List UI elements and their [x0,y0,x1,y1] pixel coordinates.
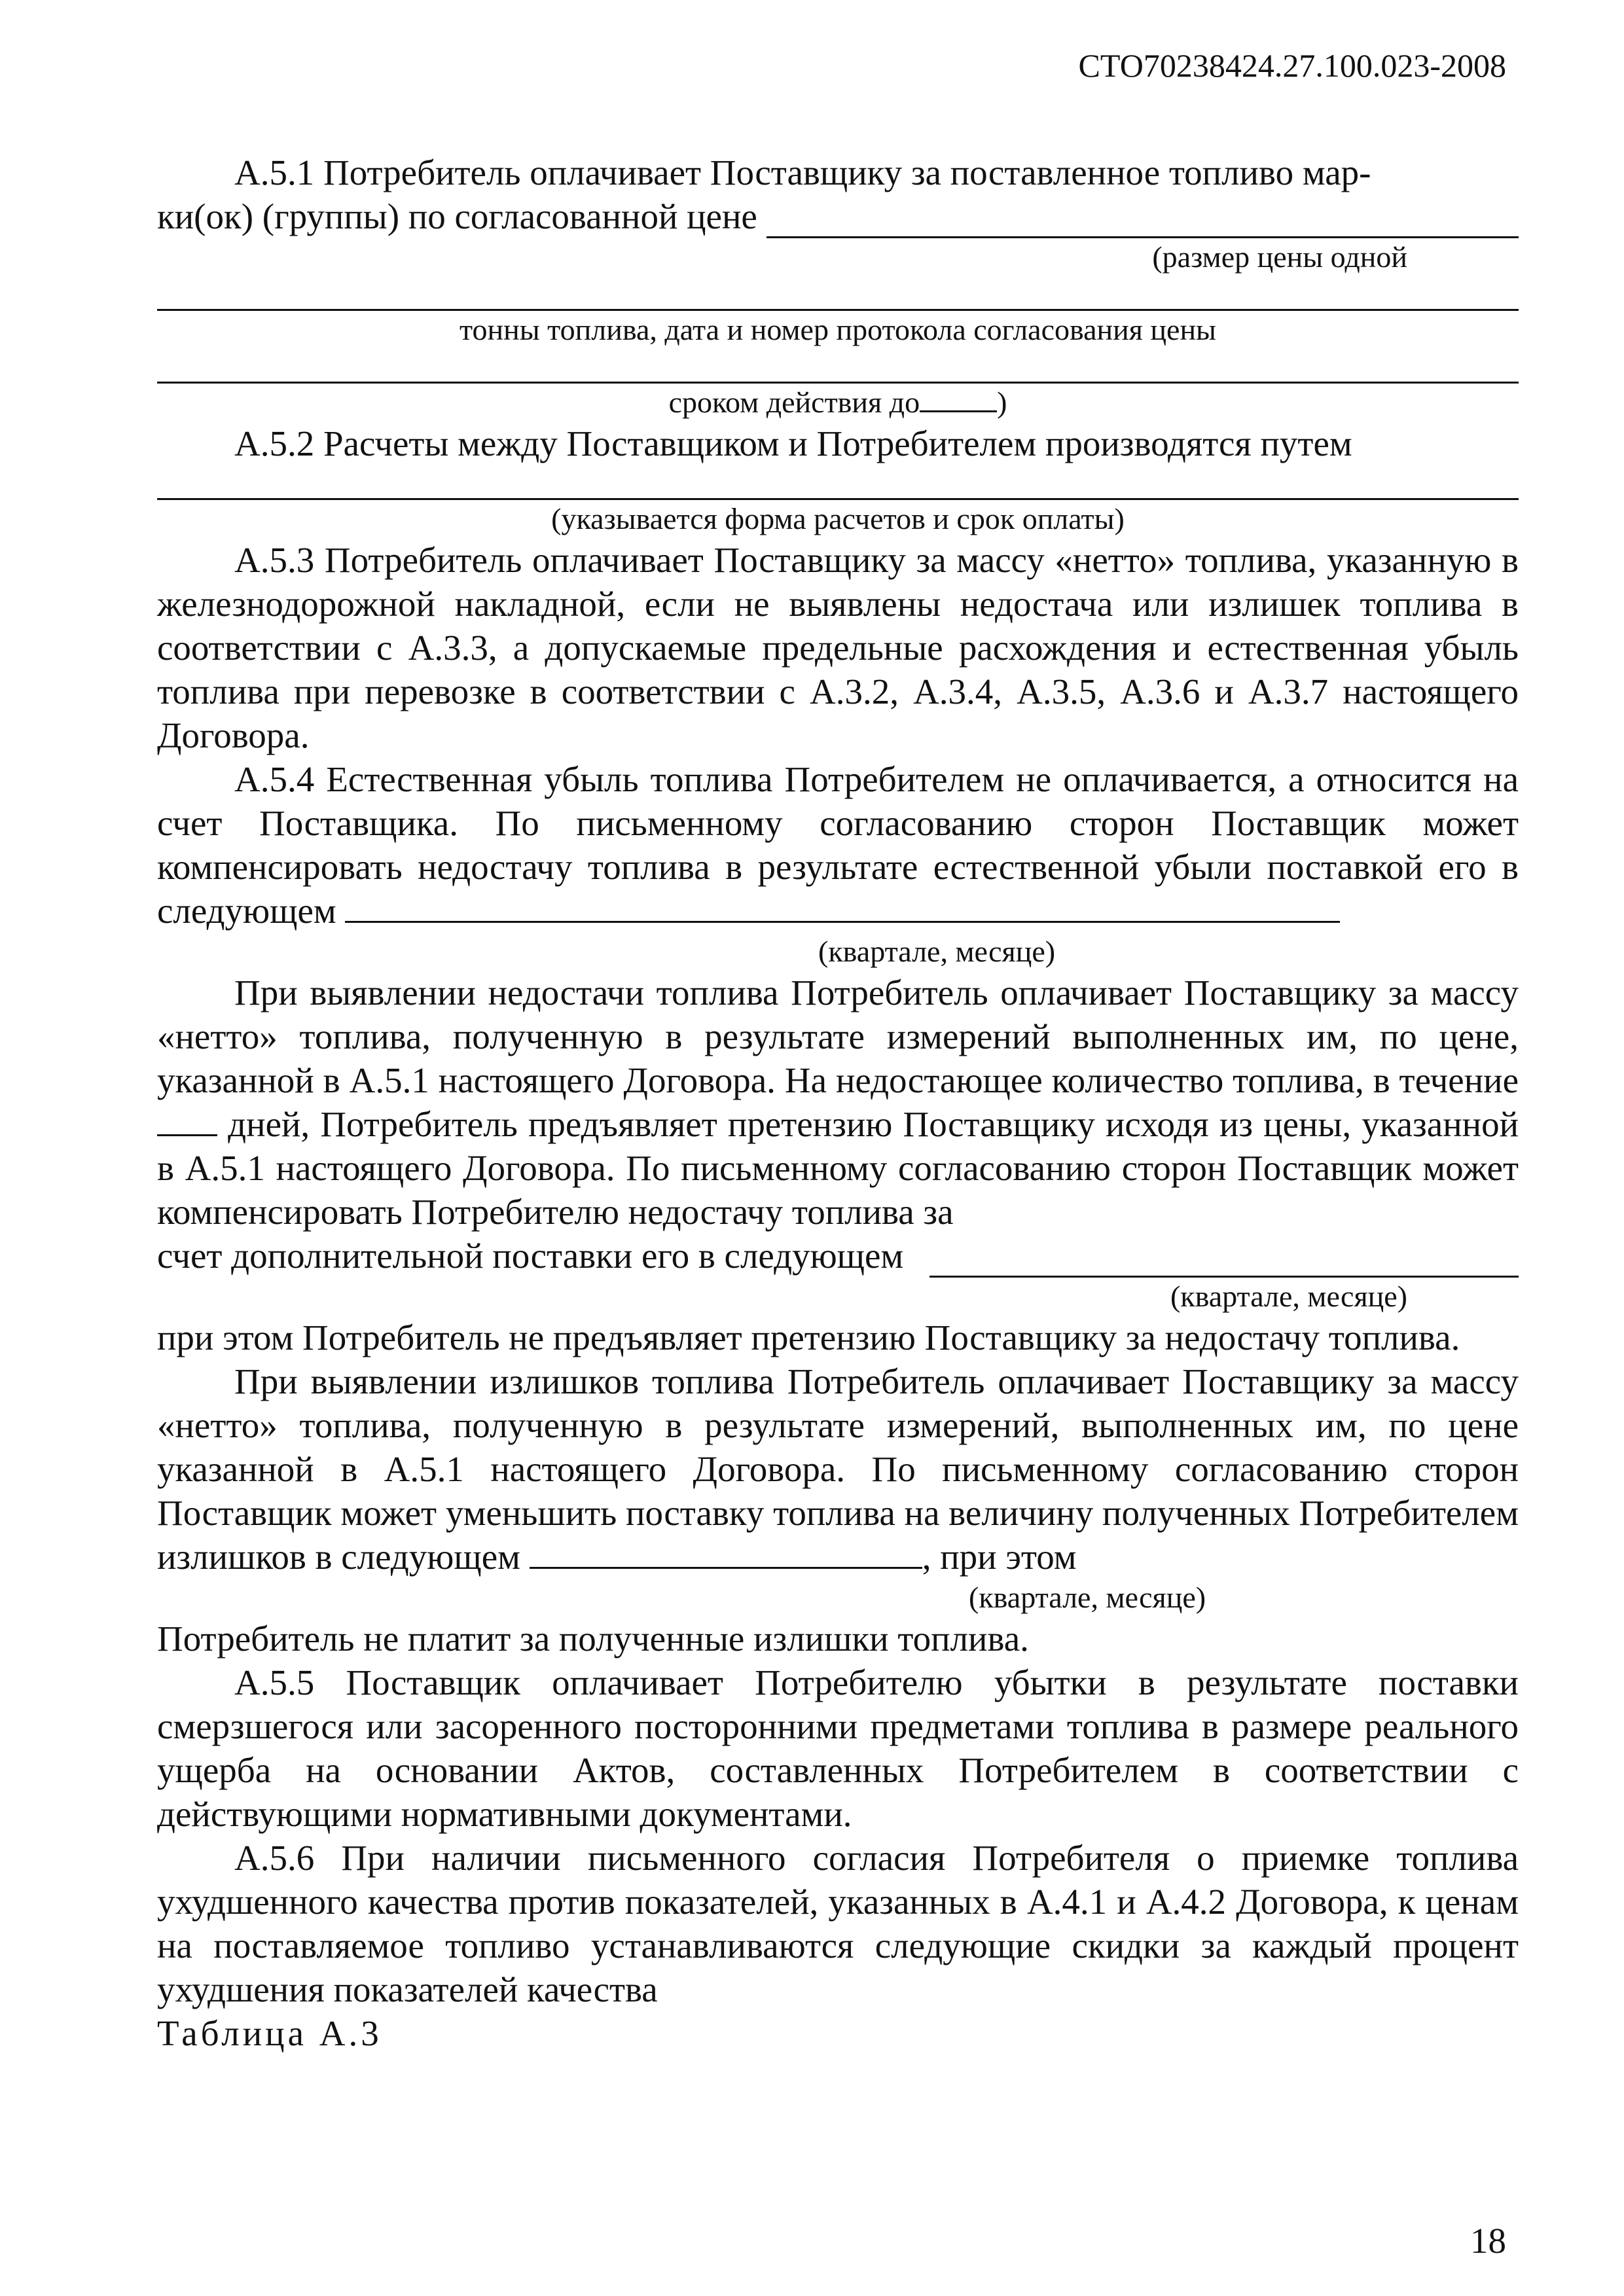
price-blank[interactable] [767,204,1519,238]
a51-caption1: (размер цены одной [1152,240,1407,274]
a56-paragraph: А.5.6 При наличии письменного согласия Потребителя о приемке топлива ухудшенного качества против показателей, указанных в А.4.1 и А.4.2 Договора, к ценам на поставляемое топливо устанавливаются следующие скидки за каждый процент ухудшения показателей качества [157,1838,1519,2009]
shortage-text-before: При выявлении недостачи топлива Потребитель оплачивает Поставщику за массу «нетто» топлива, полученную в результате измерений выполненных им, по цене, указанной в А.5.1 настоящего Договора. На недостающее количество топлива, в течение [157,973,1519,1100]
document-code: СТО70238424.27.100.023-2008 [1078,47,1506,84]
shortage-last-text: счет дополнительной поставки его в следующем [157,1236,904,1276]
shortage-text-after: дней, Потребитель предъявляет претензию Поставщику исходя из цены, указанной в А.5.1 настоящего Договора. По письменному согласованию сторон Поставщик может компенсировать Потребителю недостачу топлива за [157,1104,1519,1232]
surplus-paragraph [157,1359,1519,1579]
shortage-period-blank[interactable] [929,1243,1519,1278]
a51-line1 [157,151,1519,194]
payment-form-blank[interactable] [157,465,1519,500]
shortage-caption: (квартале, месяце) [1170,1280,1407,1313]
surplus-text: При выявлении излишков топлива Потребитель оплачивает Поставщику за массу «нетто» топлива, полученную в результате измерений, выполненных им, по цене указанной в А.5.1 настоящего Договора. По письменному согласованию сторон Поставщик может уменьшить поставку топлива на величину полученных Потребителем излишков в следующем [157,1361,1519,1577]
surplus-continuation: Потребитель не платит за полученные излишки топлива. [157,1619,1029,1659]
a55-paragraph: А.5.5 Поставщик оплачивает Потребителю убытки в результате поставки смерзшегося или засоренного посторонними предметами топлива в размере реального ущерба на основании Актов, составленных Потребителем в соответствии с действующими нормативными документами. [157,1662,1519,1834]
surplus-period-blank[interactable] [530,1541,922,1569]
a52-line [157,422,1519,465]
price-details-blank[interactable] [157,276,1519,311]
table-title: Таблица А.3 [157,2013,382,2053]
page-number: 18 [1470,2221,1506,2261]
a51-caption3 [157,384,1519,422]
a51-text-line2: ки(ок) (группы) по согласованной цене [157,196,757,236]
shortage-continuation: при этом Потребитель не предъявляет претензию Поставщику за недостачу топлива. [157,1318,1460,1357]
surplus-caption: (квартале, месяце) [969,1581,1206,1614]
document-body [157,151,1519,2055]
a53-paragraph: А.5.3 Потребитель оплачивает Поставщику за массу «нетто» топлива, указанную в железнодорожной накладной, если не выявлены недостача или излишек топлива в соответствии с А.3.3, а допускаемые предельные расхождения и естественная убыль топлива при перевозке в соответствии с А.3.2, А.3.4, А.3.5, А.3.6 и А.3.7 настоящего Договора. [157,540,1519,755]
a52-caption: (указывается форма расчетов и срок оплаты) [551,502,1125,535]
price-protocol-blank[interactable] [157,349,1519,384]
validity-label: сроком действия до [668,386,920,419]
a54-period-blank[interactable] [345,895,1340,923]
a51-text-line1: А.5.1 Потребитель оплачивает Поставщику за поставленное топливо мар- [234,152,1371,192]
a54-text: А.5.4 Естественная убыль топлива Потребителем не оплачивается, а относится на счет Поставщика. По письменному согласованию сторон Поставщик может компенсировать недостачу топлива в результате естественной убыли поставкой его в следующем [157,759,1519,931]
a54-caption: (квартале, месяце) [818,935,1056,968]
validity-close: ) [997,386,1007,419]
shortage-paragraph [157,971,1519,1234]
shortage-last-line [157,1234,1519,1278]
a51-caption2: тонны топлива, дата и номер протокола согласования цены [460,313,1216,346]
a54-paragraph [157,757,1519,933]
claim-days-blank[interactable] [157,1108,217,1136]
surplus-text-tail: , при этом [922,1537,1077,1577]
a51-line2 [157,194,1519,238]
validity-date-blank[interactable] [920,384,997,412]
a52-text: А.5.2 Расчеты между Поставщиком и Потребителем производятся путем [234,423,1352,463]
